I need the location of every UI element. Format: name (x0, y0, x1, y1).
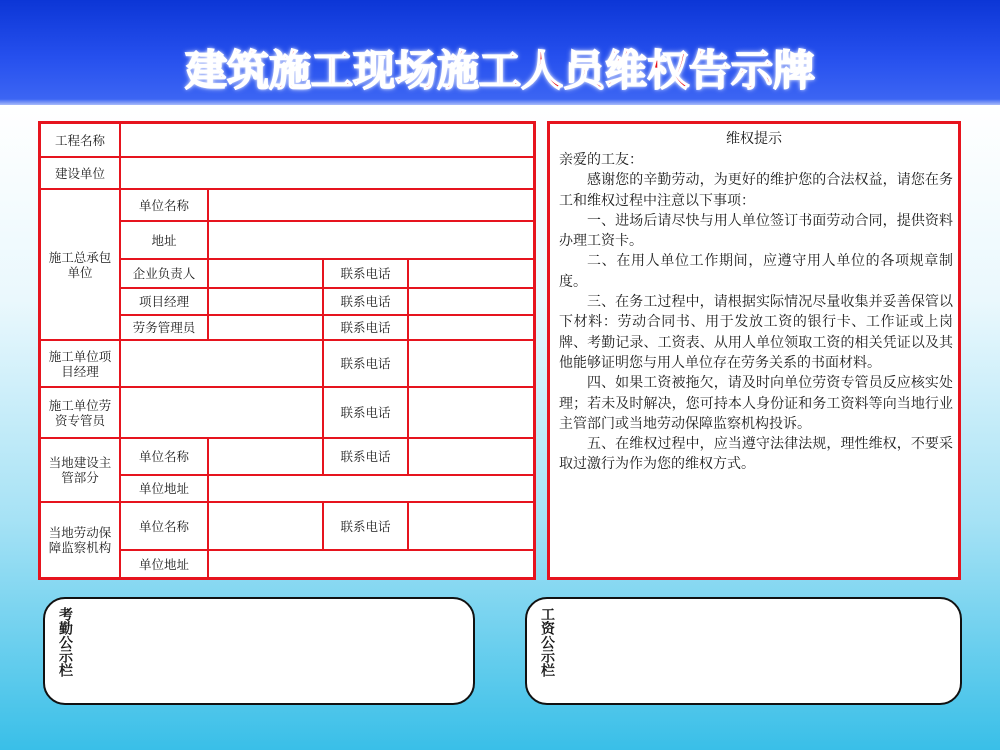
tips-body (559, 150, 953, 475)
label-unit-name: 单位名称 (138, 197, 189, 213)
tips-paragraph: 感谢您的辛勤劳动，为更好的维护您的合法权益，请您在务工和维权过程中注意以下事项： (559, 172, 953, 209)
label-legal-rep: 企业负责人 (132, 266, 196, 281)
tips-paragraph: 四、如果工资被拖欠，请及时向单位劳资专管员反应核实处理；若未及时解决，您可持本人身份证和务工资料等向当地行业主管部门或当地劳动保障监察机构投诉。 (559, 375, 953, 432)
label-unit-name-supervision: 单位名称 (138, 518, 189, 534)
label-phone-project-manager: 联系电话 (340, 294, 391, 309)
label-phone-supervision: 联系电话 (340, 518, 391, 534)
label-local-construction: 当地建设主管部分 (48, 455, 112, 485)
rights-tips-panel (547, 121, 961, 580)
wages-board-label: 工资公示栏 (539, 607, 555, 677)
label-address: 地址 (151, 232, 177, 248)
attendance-board-label: 考勤公示栏 (57, 607, 73, 677)
label-site-pm: 施工单位项目经理 (48, 348, 112, 379)
label-phone-labor-manager: 联系电话 (340, 320, 391, 335)
tips-title: 维权提示 (726, 131, 782, 147)
label-labor-specialist: 施工单位劳资专管员 (48, 397, 112, 428)
tips-paragraph: 五、在维权过程中，应当遵守法律法规，理性维权，不要采取过激行为作为您的维权方式。 (559, 436, 953, 473)
tips-paragraph: 三、在务工过程中，请根据实际情况尽量收集并妥善保管以下材料：劳动合同书、用于发放工资的银行卡、工作证或上岗牌、考勤记录、工资表、从用人单位领取工资的相关凭证以及其他能够证明您与用人单位存在劳务关系的书面材料。 (559, 294, 953, 371)
label-project-name: 工程名称 (54, 132, 105, 148)
attendance-board (43, 597, 475, 705)
wages-board (525, 597, 962, 705)
label-phone-labor-specialist: 联系电话 (340, 405, 391, 420)
page-title: 建筑施工现场施工人员维权告示牌 (184, 46, 815, 95)
label-unit-address-construction: 单位地址 (138, 481, 189, 496)
label-phone-construction: 联系电话 (340, 449, 391, 464)
tips-paragraph: 一、进场后请尽快与用人单位签订书面劳动合同，提供资料办理工资卡。 (559, 212, 953, 250)
label-project-manager: 项目经理 (138, 294, 189, 309)
tips-greeting: 亲爱的工友： (559, 152, 643, 168)
label-general-contractor: 施工总承包单位 (48, 249, 112, 280)
tips-paragraph: 二、在用人单位工作期间，应遵守用人单位的各项规章制度。 (559, 253, 953, 290)
rights-info-form (38, 121, 536, 580)
form-grid (41, 124, 533, 577)
label-builder: 建设单位 (54, 165, 105, 181)
label-phone-legal-rep: 联系电话 (340, 266, 391, 281)
label-phone-site-pm: 联系电话 (340, 356, 391, 371)
label-labor-supervision: 当地劳动保障监察机构 (48, 525, 112, 555)
label-unit-address-supervision: 单位地址 (138, 556, 189, 572)
label-unit-name-construction: 单位名称 (138, 449, 189, 464)
label-labor-manager: 劳务管理员 (132, 320, 196, 335)
